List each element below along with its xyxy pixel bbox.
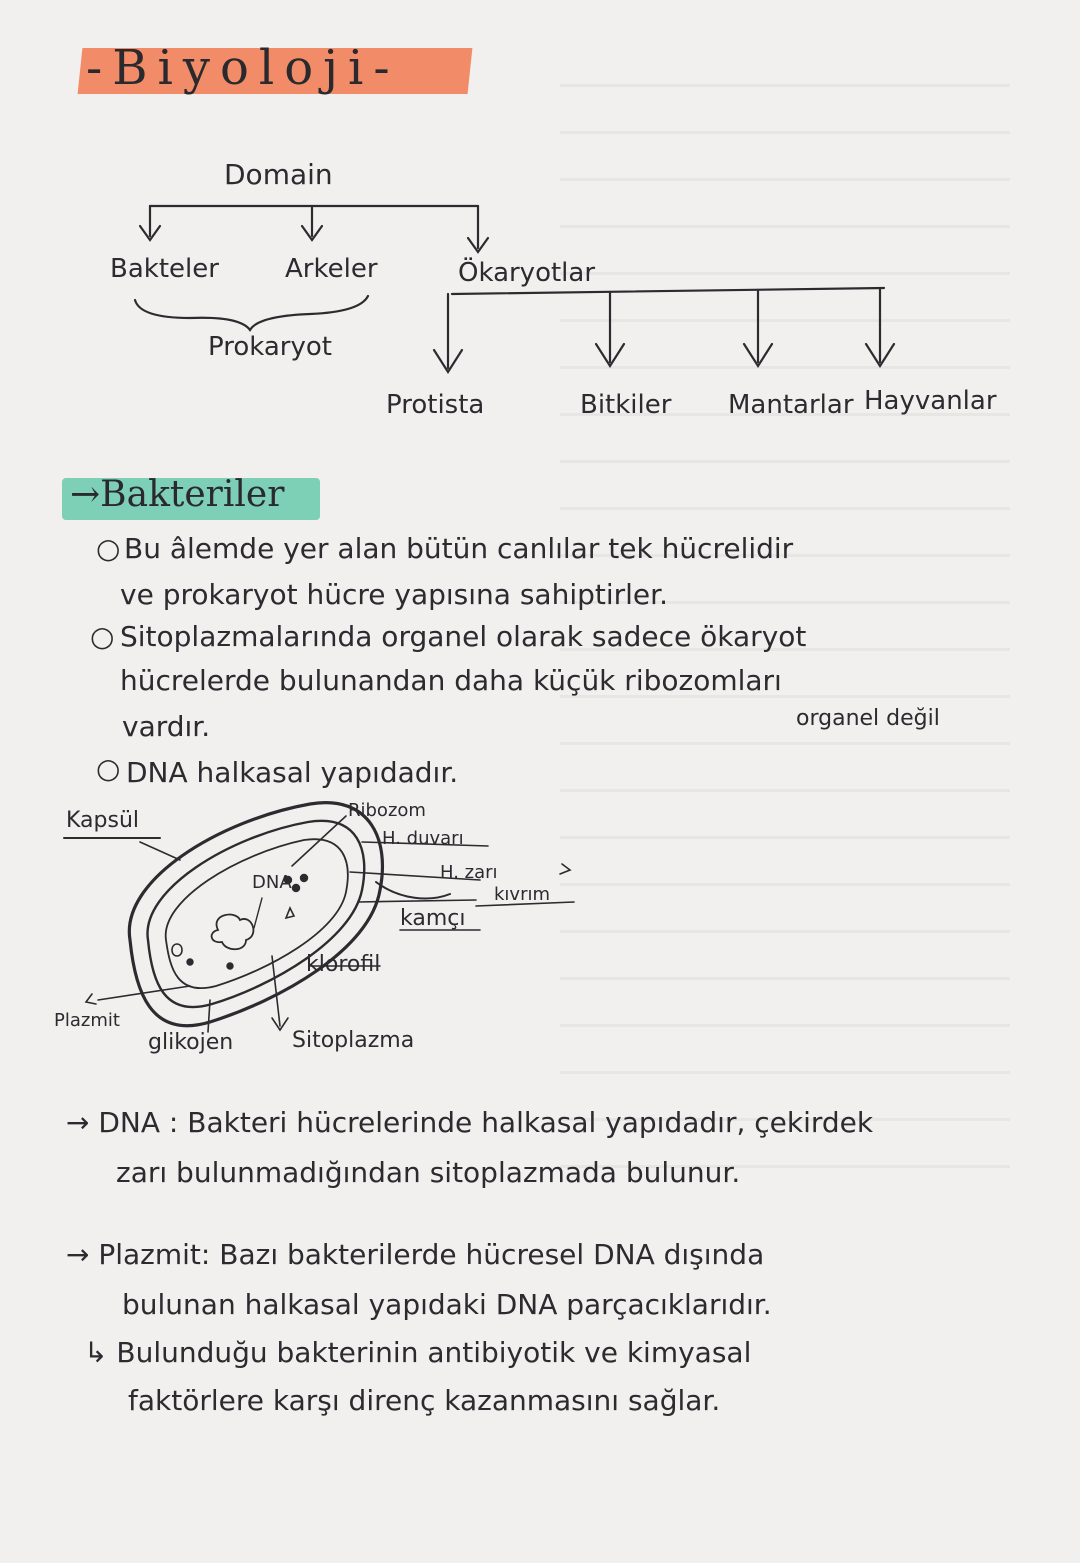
tree-node-bacteria: Bakteler <box>110 254 219 284</box>
note-line: → Plazmit: Bazı bakterilerde hücresel DNA dışında <box>66 1238 765 1271</box>
note-line: faktörlere karşı direnç kazanmasını sağlar. <box>128 1384 721 1417</box>
note-line: → DNA : Bakteri hücrelerinde halkasal yapıdadır, çekirdek <box>66 1106 874 1139</box>
label-cell-wall: H. duvarı <box>382 828 464 849</box>
label-chlorophyll: klorofil <box>306 952 381 977</box>
page-title: -Biyoloji- <box>86 40 400 96</box>
tree-node-protista: Protista <box>386 390 485 420</box>
label-capsule: Kapsül <box>66 808 140 833</box>
label-plasmid: Plazmit <box>54 1010 120 1031</box>
tree-node-fungi: Mantarlar <box>728 390 854 420</box>
tree-group-prokaryote: Prokaryot <box>208 332 332 362</box>
note-line: bulunan halkasal yapıdaki DNA parçacıklarıdır. <box>122 1288 772 1321</box>
bullet-line: hücrelerde bulunandan daha küçük ribozomları <box>120 664 782 697</box>
label-cell-membrane: H. zarı <box>440 862 498 883</box>
label-cytoplasm: Sitoplazma <box>292 1028 415 1053</box>
note-line: ↳ Bulunduğu bakterinin antibiyotik ve kimyasal <box>84 1336 752 1369</box>
bullet-line: vardır. <box>122 710 211 743</box>
bullet-marker: ○ <box>96 752 121 785</box>
note-line: zarı bulunmadığından sitoplazmada bulunur. <box>116 1156 741 1189</box>
section-title: →Bakteriler <box>70 474 285 515</box>
bullet-line: ve prokaryot hücre yapısına sahiptirler. <box>120 578 668 611</box>
bullet-marker: ○ <box>96 532 121 565</box>
bullet-line: Bu âlemde yer alan bütün canlılar tek hücrelidir <box>124 532 794 565</box>
tree-node-animals: Hayvanlar <box>864 386 997 416</box>
label-dna: DNA <box>252 872 292 893</box>
label-glycogen: glikojen <box>148 1030 234 1055</box>
tree-root: Domain <box>224 158 333 191</box>
bullet-line: Sitoplazmalarında organel olarak sadece ökaryot <box>120 620 807 653</box>
label-ribosome: Ribozom <box>348 800 426 821</box>
bullet-line: DNA halkasal yapıdadır. <box>126 756 459 789</box>
label-flagellum: kamçı <box>400 906 466 931</box>
tree-node-plants: Bitkiler <box>580 390 672 420</box>
bullet-marker: ○ <box>90 620 115 653</box>
tree-node-eukaryotes: Ökaryotlar <box>458 258 596 288</box>
label-fold: kıvrım <box>494 884 551 905</box>
tree-node-archaea: Arkeler <box>285 254 378 284</box>
side-note-organelle: organel değil <box>796 706 940 731</box>
